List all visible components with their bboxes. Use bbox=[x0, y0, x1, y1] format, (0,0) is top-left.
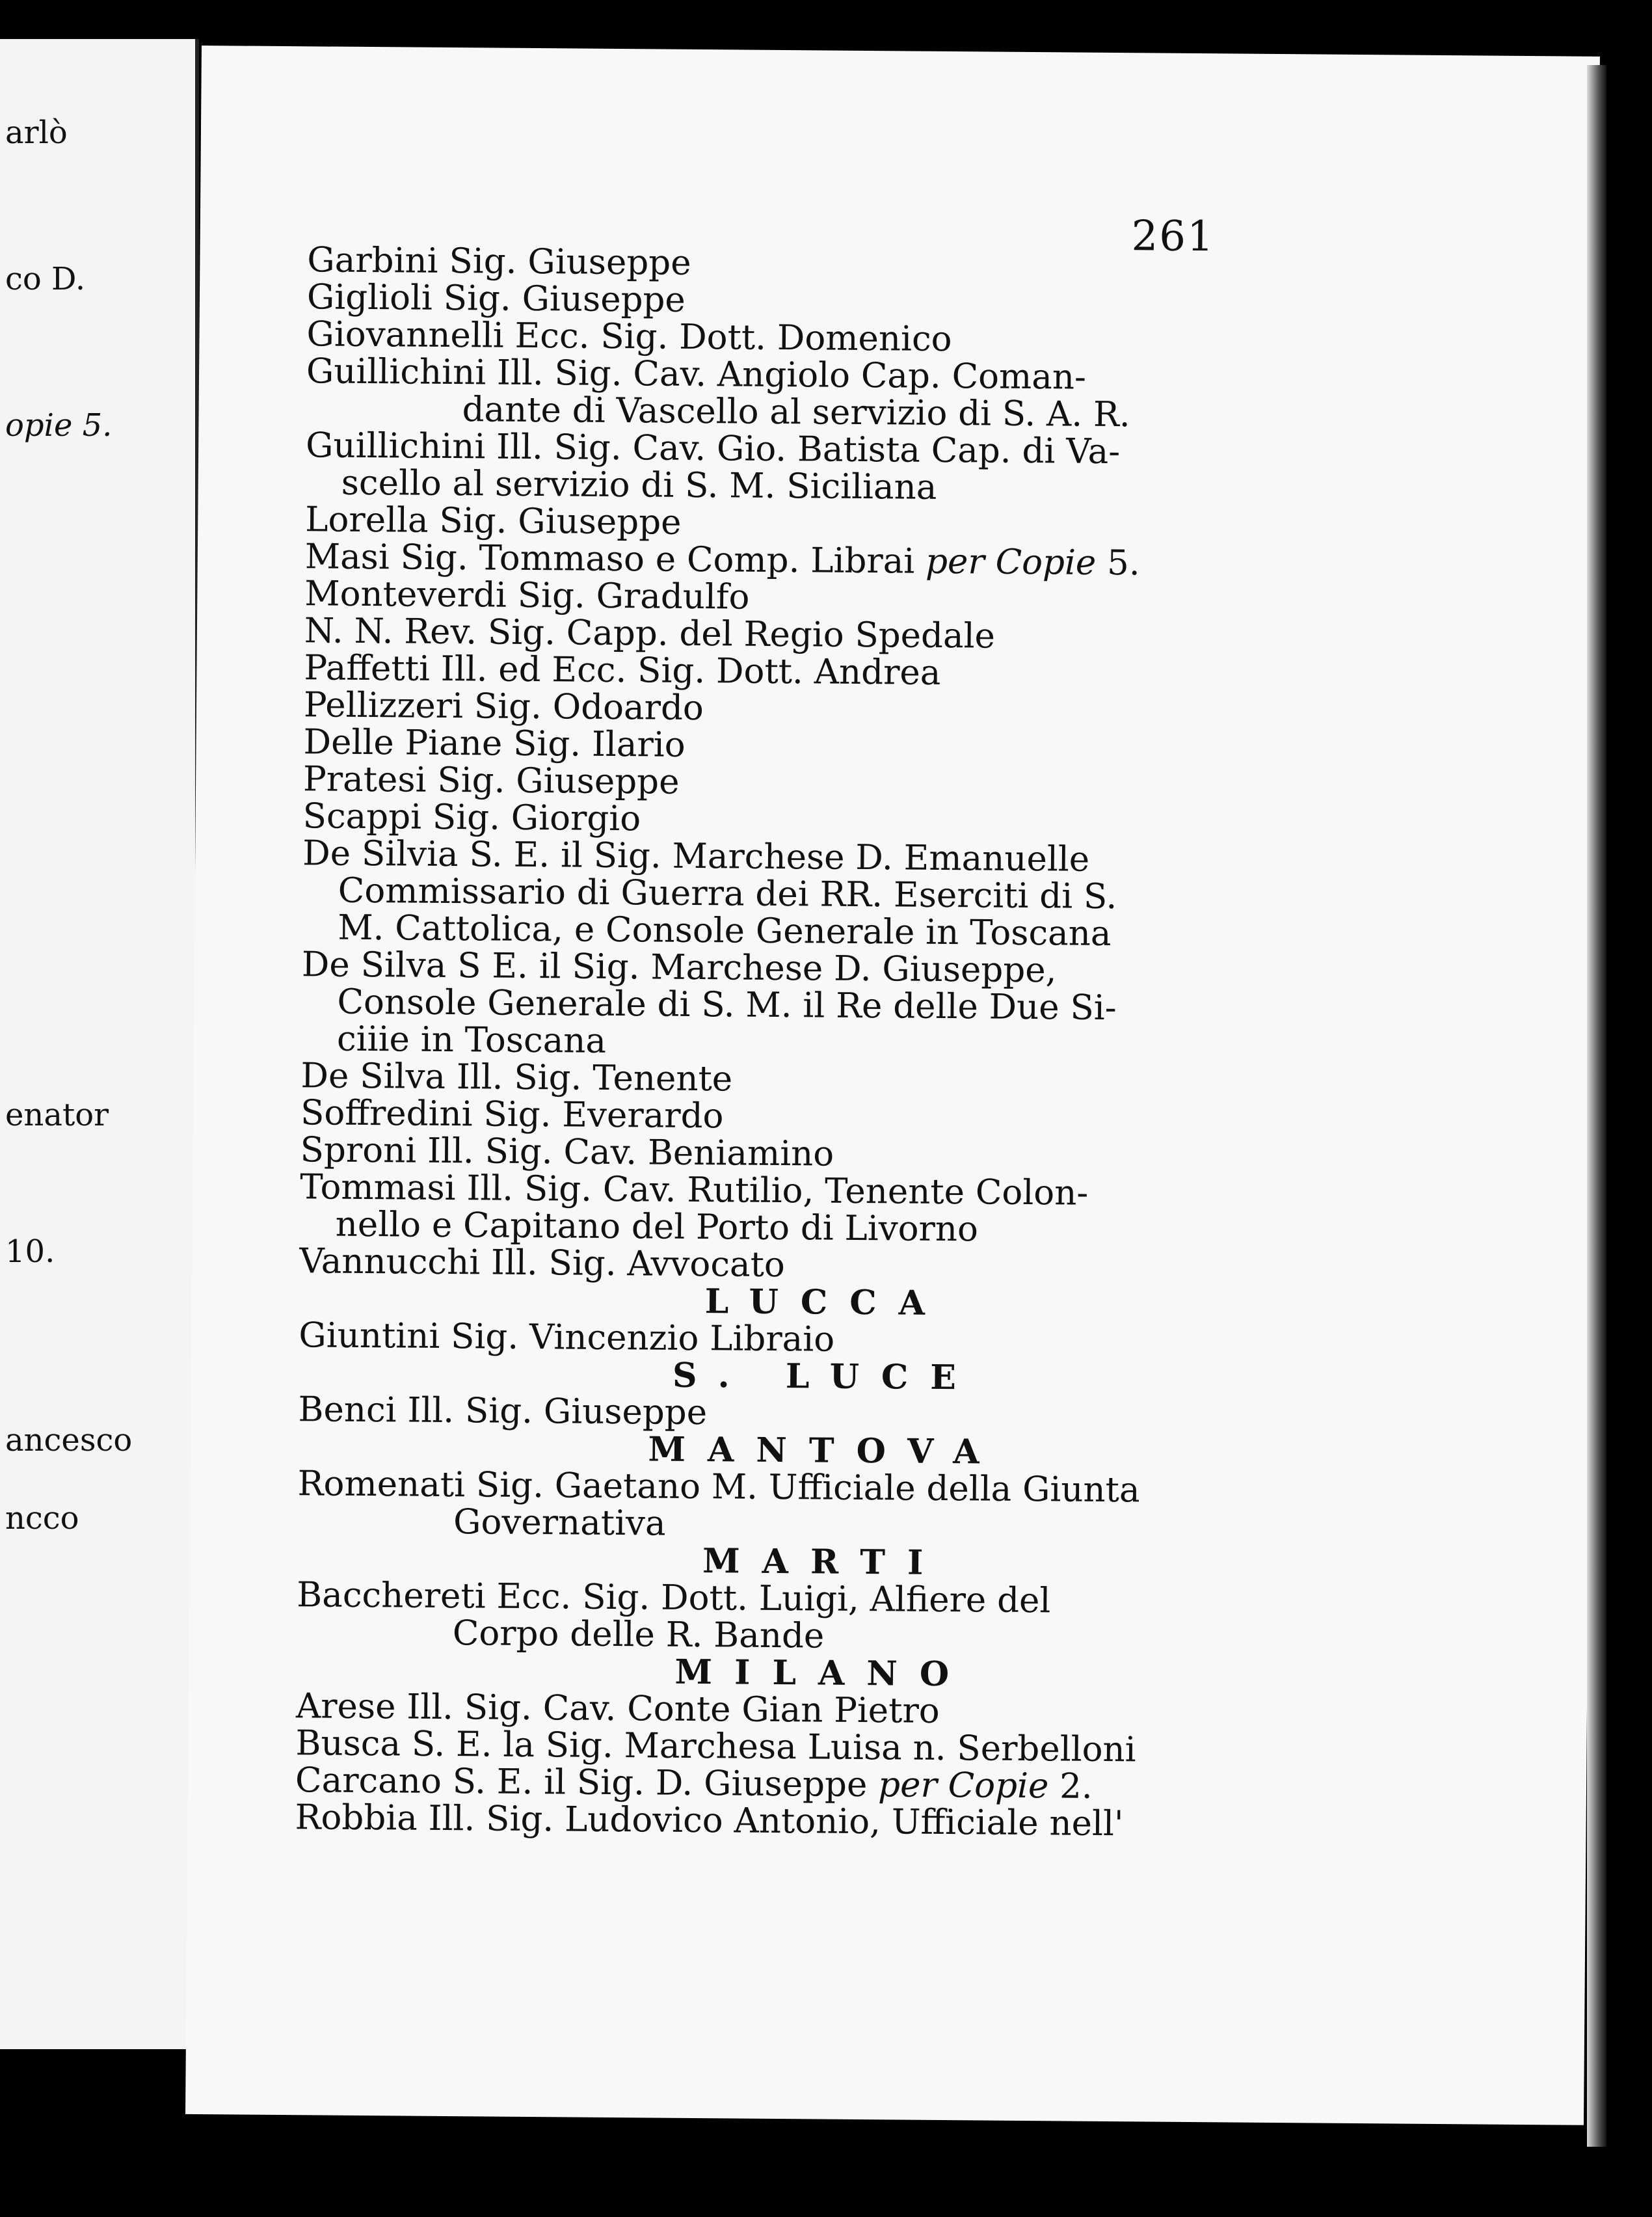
entry-continuation: M. Cattolica, e Console Generale in Toscana bbox=[338, 907, 1112, 954]
subscriber-entry: Lorella Sig. Giuseppe bbox=[305, 500, 682, 543]
subscriber-entry: Giglioli Sig. Giuseppe bbox=[306, 277, 686, 320]
copies-count: 5. bbox=[1096, 543, 1140, 584]
subscriber-entry: Busca S. E. la Sig. Marchesa Luisa n. Serbelloni bbox=[295, 1723, 1136, 1770]
subscriber-entry: N. N. Rev. Sig. Capp. del Regio Spedale bbox=[304, 611, 996, 656]
subscriber-list bbox=[295, 241, 1361, 1844]
entry-continuation: scello al servizio di S. M. Siciliana bbox=[341, 463, 937, 507]
subscriber-entry: Delle Piane Sig. Ilario bbox=[303, 722, 686, 765]
subscriber-entry: Arese Ill. Sig. Cav. Conte Gian Pietro bbox=[295, 1686, 940, 1731]
entry-continuation: Governativa bbox=[453, 1502, 666, 1544]
previous-page-fragment: co D. bbox=[5, 261, 86, 297]
entry-text: Carcano S. E. il Sig. D. Giuseppe bbox=[295, 1760, 879, 1805]
subscriber-entry: Guillichini Ill. Sig. Cav. Gio. Batista Cap. di Va- bbox=[305, 425, 1121, 472]
city-heading: MARTI bbox=[702, 1541, 946, 1583]
entry-continuation: nello e Capitano del Porto di Livorno bbox=[335, 1204, 979, 1250]
subscriber-entry: Guillichini Ill. Sig. Cav. Angiolo Cap. Coman- bbox=[306, 351, 1087, 397]
subscriber-entry: Bacchereti Ecc. Sig. Dott. Luigi, Alfiere del bbox=[297, 1575, 1051, 1621]
entry-continuation: Corpo delle R. Bande bbox=[452, 1613, 825, 1656]
subscriber-entry: Vannucchi Ill. Sig. Avvocato bbox=[299, 1241, 786, 1285]
subscriber-entry: Scappi Sig. Giorgio bbox=[302, 796, 641, 839]
previous-page-fragment: ncco bbox=[5, 1500, 79, 1537]
subscriber-entry: Giuntini Sig. Vincenzio Libraio bbox=[299, 1315, 835, 1360]
subscriber-entry: Sproni Ill. Sig. Cav. Beniamino bbox=[300, 1130, 834, 1174]
page-edge-shadow bbox=[1587, 65, 1606, 2147]
subscriber-entry: Pellizzeri Sig. Odoardo bbox=[303, 685, 704, 729]
entry-continuation: Commissario di Guerra dei RR. Eserciti di S. bbox=[338, 870, 1117, 917]
subscriber-entry: Romenati Sig. Gaetano M. Ufficiale della Giunta bbox=[297, 1464, 1140, 1511]
entry-continuation: Console Generale di S. M. il Re delle Due Si- bbox=[337, 982, 1117, 1028]
copies-count: 2. bbox=[1048, 1766, 1093, 1807]
subscriber-entry: Benci Ill. Sig. Giuseppe bbox=[298, 1390, 708, 1433]
city-heading: LUCCA bbox=[704, 1282, 948, 1324]
previous-page-sliver bbox=[0, 39, 199, 2049]
subscriber-entry: Giovannelli Ecc. Sig. Dott. Domenico bbox=[306, 314, 952, 360]
subscriber-entry: Soffredini Sig. Everardo bbox=[300, 1093, 724, 1136]
subscriber-entry: De Silva Ill. Sig. Tenente bbox=[300, 1056, 733, 1099]
previous-page-fragment: ancesco bbox=[5, 1422, 133, 1458]
subscriber-entry: Tommasi Ill. Sig. Cav. Rutilio, Tenente Colon- bbox=[299, 1167, 1089, 1213]
previous-page-fragment: 10. bbox=[5, 1233, 55, 1270]
previous-page-fragment: opie 5. bbox=[5, 407, 113, 444]
subscriber-entry: Robbia Ill. Sig. Ludovico Antonio, Ufficiale nell' bbox=[295, 1797, 1124, 1844]
previous-page-fragment: arlò bbox=[5, 114, 68, 151]
subscriber-entry: Monteverdi Sig. Gradulfo bbox=[304, 574, 750, 617]
subscriber-entry: Garbini Sig. Giuseppe bbox=[307, 240, 691, 283]
subscriber-entry: Pratesi Sig. Giuseppe bbox=[302, 759, 680, 802]
subscriber-entry: De Silva S E. il Sig. Marchese D. Giuseppe, bbox=[301, 945, 1057, 991]
copies-label: per Copie bbox=[925, 541, 1097, 583]
entry-continuation: dante di Vascello al servizio di S. A. R. bbox=[462, 390, 1131, 435]
entry-text: Masi Sig. Tommaso e Comp. Librai bbox=[304, 537, 926, 582]
city-heading: S. LUCE bbox=[672, 1355, 979, 1398]
city-heading: MILANO bbox=[674, 1652, 972, 1695]
subscriber-entry: De Silvia S. E. il Sig. Marchese D. Emanuelle bbox=[302, 833, 1090, 880]
book-page bbox=[185, 46, 1600, 2125]
city-heading: MANTOVA bbox=[648, 1429, 1002, 1472]
entry-continuation: ciiie in Toscana bbox=[336, 1019, 607, 1061]
page-number: 261 bbox=[1131, 212, 1216, 262]
previous-page-fragment: enator bbox=[5, 1097, 109, 1133]
subscriber-entry: Paffetti Ill. ed Ecc. Sig. Dott. Andrea bbox=[304, 648, 941, 693]
copies-label: per Copie bbox=[877, 1765, 1049, 1807]
